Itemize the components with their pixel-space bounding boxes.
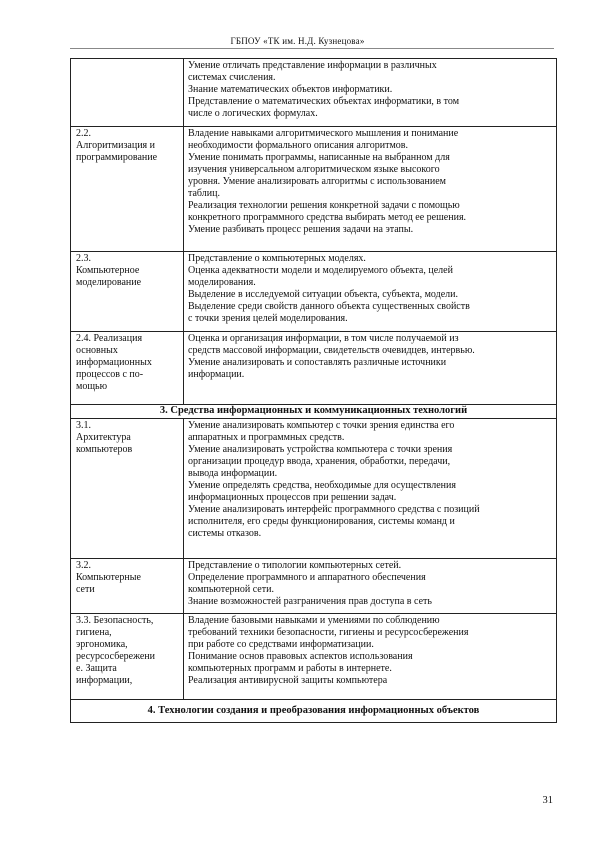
topic-line: 2.3. — [76, 253, 91, 264]
topic-line: Компьютерные — [76, 572, 141, 583]
table-row — [71, 127, 557, 252]
content-line: Оценка адекватности модели и моделируемого объекта, целей — [188, 265, 453, 276]
topic-line: 2.4. Реализация — [76, 333, 143, 344]
content-line: Умение анализировать компьютер с точки зрения единства его — [188, 420, 455, 431]
content-line: Владение навыками алгоритмического мышления и понимание — [188, 128, 459, 139]
topic-cell — [71, 127, 184, 252]
content-cell — [184, 559, 557, 614]
table-row — [71, 59, 557, 127]
topic-line: программирование — [76, 152, 158, 163]
content-line: Представление о математических объектах информатики, в том — [188, 96, 460, 107]
section-heading: 4. Технологии создания и преобразования информационных объектов — [71, 700, 557, 723]
content-line: Умение определять средства, необходимые для осуществления — [188, 480, 456, 491]
topic-line: информационных — [76, 357, 152, 368]
competencies-table — [70, 58, 557, 723]
topic-line: мощью — [76, 381, 108, 392]
table-row — [71, 332, 557, 405]
content-line: Понимание основ правовых аспектов использования — [188, 651, 413, 662]
content-line: Оценка и организация информации, в том числе получаемой из — [188, 333, 459, 344]
topic-line: Архитектура — [76, 432, 131, 443]
content-line: компьютерных программ и работы в интернете. — [188, 663, 392, 674]
content-line: Реализация антивирусной защиты компьютера — [188, 675, 388, 686]
content-line: Реализация технологии решения конкретной задачи с помощью — [188, 200, 460, 211]
content-cell — [184, 332, 557, 405]
topic-cell — [71, 59, 184, 127]
topic-cell — [71, 419, 184, 559]
topic-line: эргономика, — [76, 639, 128, 650]
page-number: 31 — [542, 795, 553, 806]
topic-line: процессов с по- — [76, 369, 144, 380]
topic-line: гигиена, — [76, 627, 112, 638]
content-line: информации. — [188, 369, 245, 380]
content-line: Умение понимать программы, написанные на выбранном для — [188, 152, 450, 163]
content-line: Умение разбивать процесс решения задачи на этапы. — [188, 224, 414, 235]
content-line: Определение программного и аппаратного обеспечения — [188, 572, 426, 583]
content-cell — [184, 419, 557, 559]
topic-cell — [71, 332, 184, 405]
content-line: Владение базовыми навыками и умениями по соблюдению — [188, 615, 440, 626]
content-line: организации процедур ввода, хранения, обработки, передачи, — [188, 456, 451, 467]
topic-line: 2.2. — [76, 128, 91, 139]
table-row — [71, 252, 557, 332]
content-line: Умение анализировать и сопоставлять различные источники — [188, 357, 447, 368]
topic-line: основных — [76, 345, 118, 356]
section-row — [71, 700, 557, 723]
section-heading: 3. Средства информационных и коммуникационных технологий — [71, 405, 557, 419]
content-line: компьютерной сети. — [188, 584, 274, 595]
topic-line: Компьютерное — [76, 265, 140, 276]
content-line: при работе со средствами информатизации. — [188, 639, 374, 650]
section-row — [71, 405, 557, 419]
content-line: числе о логических формулах. — [188, 108, 318, 119]
table-row — [71, 614, 557, 700]
content-line: Умение анализировать устройства компьютера с точки зрения — [188, 444, 453, 455]
header-rule — [70, 48, 554, 49]
content-line: Умение отличать представление информации в различных — [188, 60, 437, 71]
content-line: изучения универсальном алгоритмическом языке высокого — [188, 164, 440, 175]
topic-line: 3.2. — [76, 560, 91, 571]
topic-line: Алгоритмизация и — [76, 140, 156, 151]
content-line: уровня. Умение анализировать алгоритмы с использованием — [188, 176, 446, 187]
content-line: информационных процессов при решении задач. — [188, 492, 397, 503]
topic-cell — [71, 559, 184, 614]
table-row — [71, 559, 557, 614]
content-cell — [184, 252, 557, 332]
topic-line: 3.1. — [76, 420, 91, 431]
content-line: моделирования. — [188, 277, 256, 288]
topic-line: ресурсосбережени — [76, 651, 155, 662]
content-line: аппаратных и программных средств. — [188, 432, 345, 443]
topic-cell — [71, 252, 184, 332]
content-line: системах счисления. — [188, 72, 276, 83]
content-line: Представление о компьютерных моделях. — [188, 253, 366, 264]
topic-cell — [71, 614, 184, 700]
topic-line: 3.3. Безопасность, — [76, 615, 154, 626]
content-line: Знание возможностей разграничения прав доступа в сеть — [188, 596, 432, 607]
topic-line: компьютеров — [76, 444, 133, 455]
content-line: исполнителя, его среды функционирования, системы команд и — [188, 516, 455, 527]
table-row — [71, 419, 557, 559]
topic-line: е. Защита — [76, 663, 117, 674]
running-header: ГБПОУ «ТК им. Н.Д. Кузнецова» — [230, 36, 365, 46]
content-cell — [184, 59, 557, 127]
topic-line: моделирование — [76, 277, 142, 288]
content-line: требований техники безопасности, гигиены и ресурсосбережения — [188, 627, 469, 638]
content-line: Выделение среди свойств данного объекта существенных свойств — [188, 301, 470, 312]
content-line: таблиц. — [188, 188, 220, 199]
content-cell — [184, 614, 557, 700]
topic-line: сети — [76, 584, 95, 595]
content-line: конкретного программного средства выбирать метод ее решения. — [188, 212, 467, 223]
content-line: вывода информации. — [188, 468, 278, 479]
content-cell — [184, 127, 557, 252]
content-line: Выделение в исследуемой ситуации объекта, субъекта, модели. — [188, 289, 458, 300]
content-line: необходимости формального описания алгоритмов. — [188, 140, 409, 151]
content-line: системы отказов. — [188, 528, 262, 539]
topic-line: информации, — [76, 675, 133, 686]
content-line: Умение анализировать интерфейс программного средства с позиций — [188, 504, 480, 515]
content-line: Знание математических объектов информатики. — [188, 84, 393, 95]
content-line: с точки зрения целей моделирования. — [188, 313, 348, 324]
content-line: Представление о типологии компьютерных сетей. — [188, 560, 402, 571]
content-line: средств массовой информации, свидетельств очевидцев, интервью. — [188, 345, 475, 356]
